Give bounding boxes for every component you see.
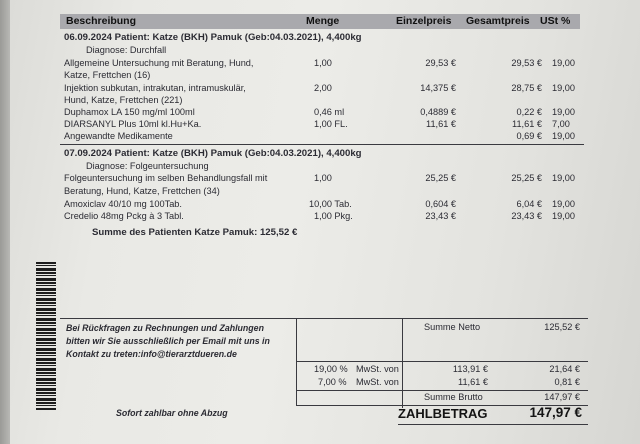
divider <box>296 390 588 391</box>
item-desc: Folgeuntersuchung im selben Behandlungsfall mit <box>64 173 268 183</box>
item-einzelpreis: 14,375 € <box>420 83 456 93</box>
item-gesamtpreis: 23,43 € <box>511 211 542 221</box>
item-ust: 7,00 <box>552 119 570 129</box>
item-ust: 19,00 <box>552 199 575 209</box>
item-desc: Injektion subkutan, intrakutan, intramuskulär, <box>64 83 246 93</box>
summe-brutto-label: Summe Brutto <box>424 392 483 402</box>
divider <box>296 361 588 362</box>
item-desc: Hund, Katze, Frettchen (221) <box>64 95 183 105</box>
item-desc: Katze, Frettchen (16) <box>64 70 151 80</box>
item-einzelpreis: 23,43 € <box>425 211 456 221</box>
mwst7-base: 11,61 € <box>458 377 488 387</box>
contact-line: bitten wir Sie ausschließlich per Email mit uns in <box>66 336 270 346</box>
summe-netto-label: Summe Netto <box>424 322 481 332</box>
item-desc: Amoxiclav 40/10 mg 100Tab. <box>64 199 182 209</box>
visit2-title: 07.09.2024 Patient: Katze (BKH) Pamuk (Geb:04.03.2021), 4,400kg <box>64 148 362 159</box>
item-gesamtpreis: 25,25 € <box>511 173 542 183</box>
mwst7-label: MwSt. von <box>356 377 399 387</box>
item-gesamtpreis: 0,69 € <box>516 131 542 141</box>
item-einzelpreis: 0,4889 € <box>420 107 456 117</box>
item-menge: 1,00 FL. <box>314 119 348 129</box>
item-desc: Duphamox LA 150 mg/ml 100ml <box>64 107 195 117</box>
item-gesamtpreis: 0,22 € <box>516 107 542 117</box>
sofort-zahlbar: Sofort zahlbar ohne Abzug <box>116 408 228 418</box>
visit1-diagnose: Diagnose: Durchfall <box>86 45 167 55</box>
header-einzelpreis: Einzelpreis <box>396 15 452 27</box>
item-desc: DIARSANYL Plus 10ml kl.Hu+Ka. <box>64 119 202 129</box>
summe-patient: Summe des Patienten Katze Pamuk: 125,52 € <box>92 227 298 238</box>
mwst19-rate: 19,00 % <box>314 364 348 374</box>
mwst7-rate: 7,00 % <box>318 377 347 387</box>
summe-netto-value: 125,52 € <box>544 322 580 332</box>
item-gesamtpreis: 29,53 € <box>511 58 542 68</box>
mwst19-base: 113,91 € <box>452 364 488 374</box>
item-desc: Angewandte Medikamente <box>64 131 173 141</box>
item-menge: 1,00 Pkg. <box>314 211 353 221</box>
item-ust: 19,00 <box>552 131 575 141</box>
item-menge: 1,00 <box>314 58 332 68</box>
mwst19-amount: 21,64 € <box>549 364 580 374</box>
divider <box>398 424 588 425</box>
summe-brutto-value: 147,97 € <box>544 392 580 402</box>
item-desc: Beratung, Hund, Katze, Frettchen (34) <box>64 186 220 196</box>
visit2-diagnose: Diagnose: Folgeuntersuchung <box>86 161 209 171</box>
header-menge: Menge <box>306 15 340 27</box>
zahlbetrag-label: ZAHLBETRAG <box>398 406 488 421</box>
barcode <box>36 262 56 410</box>
item-einzelpreis: 29,53 € <box>425 58 456 68</box>
item-gesamtpreis: 28,75 € <box>511 83 542 93</box>
item-ust: 19,00 <box>552 211 575 221</box>
item-menge: 10,00 Tab. <box>309 199 352 209</box>
item-einzelpreis: 11,61 € <box>426 119 456 129</box>
contact-line: Bei Rückfragen zu Rechnungen und Zahlungen <box>66 323 264 333</box>
contact-line: Kontakt zu treten:info@tierarztdueren.de <box>66 349 237 359</box>
divider <box>60 144 584 145</box>
item-desc: Credelio 48mg Pckg à 3 Tabl. <box>64 211 184 221</box>
visit1-title: 06.09.2024 Patient: Katze (BKH) Pamuk (Geb:04.03.2021), 4,400kg <box>64 32 362 43</box>
item-ust: 19,00 <box>552 107 575 117</box>
item-desc: Allgemeine Untersuchung mit Beratung, Hund, <box>64 58 254 68</box>
item-menge: 2,00 <box>314 83 332 93</box>
item-gesamtpreis: 6,04 € <box>516 199 542 209</box>
zahlbetrag-value: 147,97 € <box>529 405 582 420</box>
item-menge: 0,46 ml <box>314 107 345 117</box>
item-einzelpreis: 0,604 € <box>425 199 456 209</box>
item-einzelpreis: 25,25 € <box>425 173 456 183</box>
item-gesamtpreis: 11,61 € <box>512 119 542 129</box>
header-beschreibung: Beschreibung <box>66 15 137 27</box>
item-menge: 1,00 <box>314 173 332 183</box>
header-gesamtpreis: Gesamtpreis <box>466 15 530 27</box>
divider <box>296 318 297 406</box>
header-ust: USt % <box>540 15 571 27</box>
divider <box>60 318 588 319</box>
mwst19-label: MwSt. von <box>356 364 399 374</box>
item-ust: 19,00 <box>552 83 575 93</box>
divider <box>402 318 403 408</box>
item-ust: 19,00 <box>552 58 575 68</box>
mwst7-amount: 0,81 € <box>554 377 580 387</box>
item-ust: 19,00 <box>552 173 575 183</box>
